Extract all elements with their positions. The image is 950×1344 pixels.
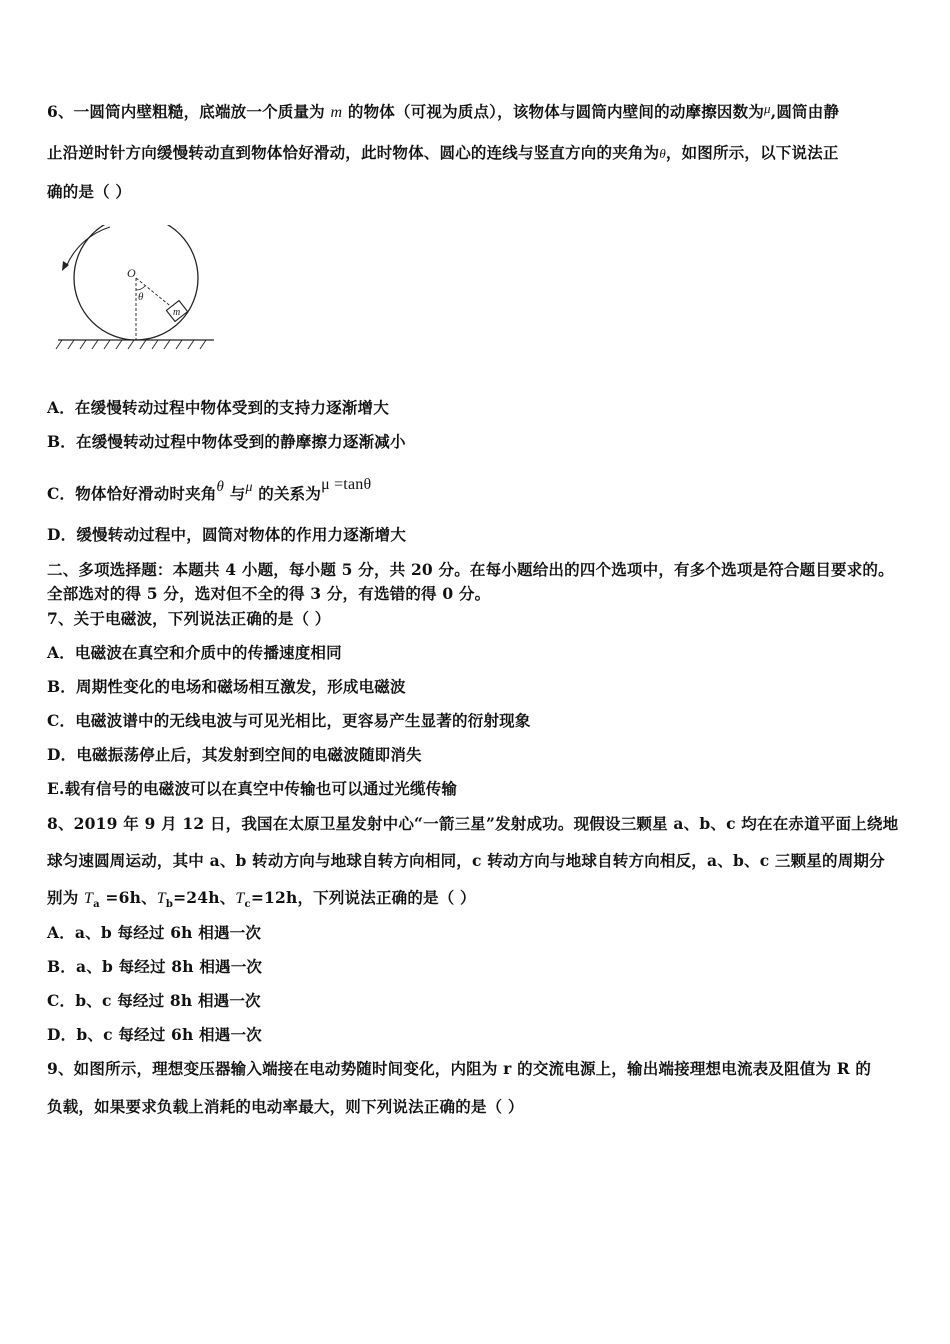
q8-option-d: D．b、c 每经过 6h 相遇一次 — [47, 1025, 262, 1044]
q7-option-c: C．电磁波谱中的无线电波与可见光相比，更容易产生显著的衍射现象 — [47, 711, 531, 730]
label-o: O — [127, 266, 136, 280]
q9-stem-line2: 负载，如果要求负载上消耗的电动率最大，则下列说法正确的是（ ） — [47, 1097, 524, 1116]
q6-option-a: A．在缓慢转动过程中物体受到的支持力逐渐增大 — [47, 398, 389, 417]
q6-option-b: B．在缓慢转动过程中物体受到的静摩擦力逐渐减小 — [47, 432, 406, 451]
q6-stem-line2: 止沿逆时针方向缓慢转动直到物体恰好滑动，此时物体、圆心的连线与竖直方向的夹角为θ，如图所示，以下说法正 — [47, 143, 839, 162]
section2-line2: 全部选对的得 5 分，选对但不全的得 3 分，有选错的得 0 分。 — [47, 584, 491, 603]
q6-option-d: D．缓慢转动过程中，圆筒对物体的作用力逐渐增大 — [47, 525, 407, 544]
q6-option-c: C．物体恰好滑动时夹角θ 与μ 的关系为μ =tanθ — [47, 476, 372, 503]
rotation-arrow — [66, 227, 110, 267]
section2-line1: 二、多项选择题：本题共 4 小题，每小题 5 分，共 20 分。在每小题给出的四个选项中，有多个选项是符合题目要求的。 — [47, 560, 894, 579]
q8-stem-line3: 别为 $T_a =6h$、$T_b=24h$、$T_c=12h$，下列说法正确的是（ ） — [47, 888, 476, 911]
q6-stem-line3: 确的是（ ） — [47, 182, 132, 201]
c-formula: μ =tanθ — [321, 476, 372, 493]
q7-option-d: D．电磁振荡停止后，其发射到空间的电磁波随即消失 — [47, 745, 422, 764]
q8-option-a: A．a、b 每经过 6h 相遇一次 — [47, 923, 262, 942]
q8-option-b: B．a、b 每经过 8h 相遇一次 — [47, 957, 263, 976]
cylinder-diagram — [52, 225, 222, 355]
label-m: m — [173, 307, 181, 318]
q7-option-a: A．电磁波在真空和介质中的传播速度相同 — [47, 643, 342, 662]
q7-option-e: E.载有信号的电磁波可以在真空中传输也可以通过光缆传输 — [47, 779, 458, 798]
q8-stem-line1: 8、2019 年 9 月 12 日，我国在太原卫星发射中心“一箭三星”发射成功。现假设三颗星 a、b、c 均在在赤道平面上绕地 — [47, 814, 899, 833]
ground-hatching — [56, 340, 206, 349]
q7-option-b: B．周期性变化的电场和磁场相互激发，形成电磁波 — [47, 677, 406, 696]
q9-stem-line1: 9、如图所示，理想变压器输入端接在电动势随时间变化，内阻为 r 的交流电源上，输出端接理想电流表及阻值为 R 的 — [47, 1059, 872, 1078]
q8-option-c: C．b、c 每经过 8h 相遇一次 — [47, 991, 261, 1010]
q6-stem-line1: 6、一圆筒内壁粗糙，底端放一个质量为 m 的物体（可视为质点），该物体与圆筒内壁间的动摩擦因数为$^\mu$,圆筒由静 — [47, 101, 840, 121]
q7-stem: 7、关于电磁波，下列说法正确的是（ ） — [47, 609, 331, 628]
q8-stem-line2: 球匀速圆周运动，其中 a、b 转动方向与地球自转方向相同，c 转动方向与地球自转方向相反，a、b、c 三颗星的周期分 — [47, 851, 885, 870]
label-theta: θ — [138, 291, 144, 303]
